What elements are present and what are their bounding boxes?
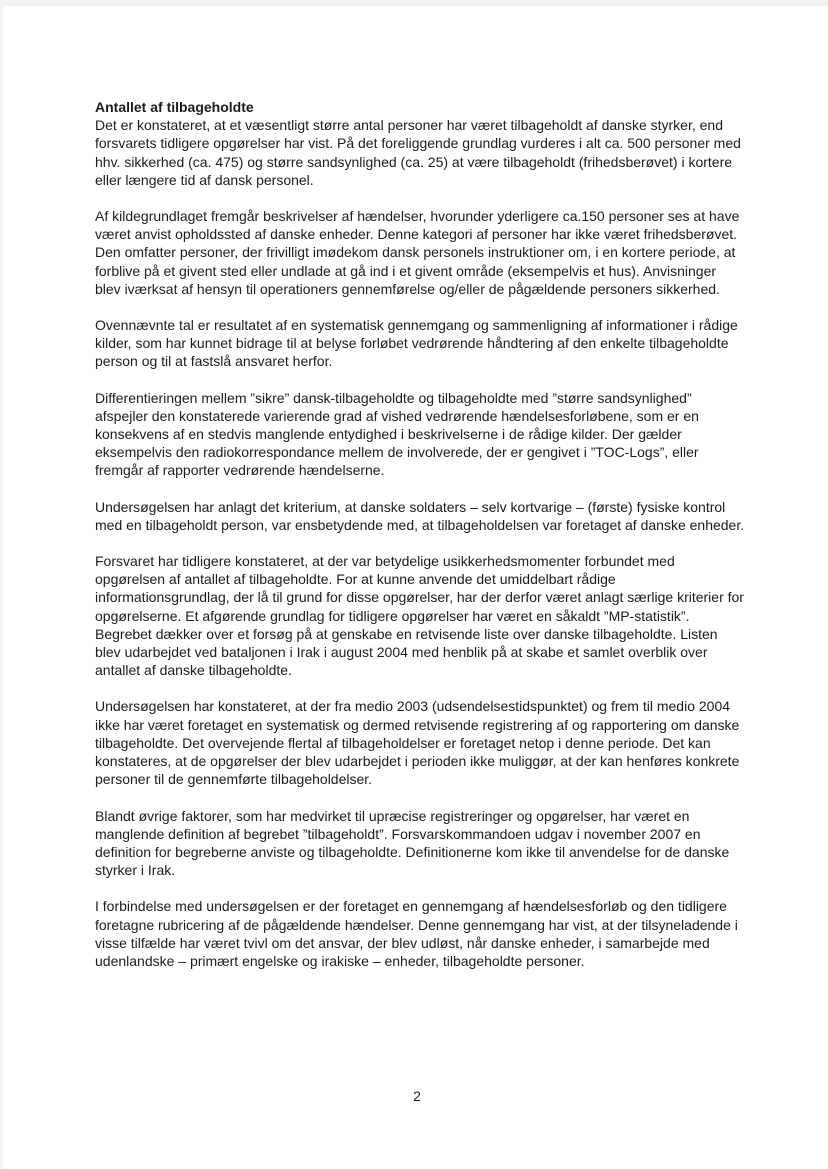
- paragraph-5: Undersøgelsen har anlagt det kriterium, at danske soldaters – selv kortvarige – (første) fysiske kontrol med en tilbageholdt person, var ensbetydende med, at tilbageholdelsen var foretaget af danske enheder.: [95, 498, 745, 533]
- page-number: 2: [413, 1088, 421, 1104]
- section-heading: Antallet af tilbageholdte: [95, 99, 254, 115]
- paragraph-8: Blandt øvrige faktorer, som har medvirket til upræcise registreringer og opgørelser, har været en manglende definition af begrebet ”tilbageholdt”. Forsvarskommandoen udgav i november 2007 en definition for begreberne anviste og tilbageholdte. Definitionerne kom ikke til anvendelse for de danske styrker i Irak.: [95, 807, 730, 879]
- paragraph-9: I forbindelse med undersøgelsen er der foretaget en gennemgang af hændelsesforløb og den tidligere foretagne rubricering af de pågældende hændelser. Denne gennemgang har vist, at der tilsyneladende i visse tilfælde har været tvivl om det ansvar, der blev udløst, når danske enheder, i samarbejde med udenlandske – primært engelske og irakiske – enheder, tilbageholdte personer.: [95, 898, 738, 969]
- paragraph-4: Differentieringen mellem ”sikre” dansk-tilbageholdte og tilbageholdte med ”større sandsynlighed” afspejler den konstaterede varierende grad af vished vedrørende hændelsesforløbene, som er en konsekvens af en stedvis manglende entydighed i beskrivelserne i de rådige kilder. Der gælder eksempelvis den radiokorrespondance mellem de involverede, der er gengivet i ”TOC-Logs”, eller fremgår af rapporter vedrørende hændelserne.: [95, 389, 699, 479]
- paragraph-7: Undersøgelsen har konstateret, at der fra medio 2003 (udsendelsestidspunktet) og frem til medio 2004 ikke har været foretaget en systematisk og dermed retvisende registrering af og rapportering om danske tilbageholdte. Det overvejende flertal af tilbageholdelser er foretaget netop i denne periode. Det kan konstateres, at de opgørelser der blev udarbejdet i perioden ikke muliggør, at der kan henføres konkrete personer til de gennemførte tilbageholdelser.: [95, 698, 740, 788]
- paragraph-1: [95, 98, 745, 189]
- document-body: [95, 98, 745, 988]
- paragraph-6: Forsvaret har tidligere konstateret, at der var betydelige usikkerhedsmomenter forbundet med opgørelsen af antallet af tilbageholdte. For at kunne anvende det umiddelbart rådige informationsgrundlag, der lå til grund for disse opgørelser, har der derfor været anlagt særlige kriterier for opgørelserne. Et afgørende grundlag for tidligere opgørelser har været en såkaldt ”MP-statistik”. Begrebet dækker over et forsøg på at genskabe en retvisende liste over danske tilbageholdte. Listen blev udarbejdet ved bataljonen i Irak i august 2004 med henblik på at skabe et samlet overblik over antallet af danske tilbageholdte.: [95, 553, 744, 679]
- paragraph-3: Ovennævnte tal er resultatet af en systematisk gennemgang og sammenligning af informationer i rådige kilder, som har kunnet bidrage til at belyse forløbet vedrørende håndtering af den enkelte tilbageholdte person og til at fastslå ansvaret herfor.: [95, 317, 738, 370]
- paragraph-1-text: Det er konstateret, at et væsentligt større antal personer har været tilbageholdt af danske styrker, end forsvarets tidligere opgørelser har vist. På det foreliggende grundlag vurderes i alt ca. 500 personer med hhv. sikkerhed (ca. 475) og større sandsynlighed (ca. 25) at være tilbageholdt (frihedsberøvet) i kortere eller længere tid af dansk personel.: [95, 117, 741, 188]
- paragraph-2: Af kildegrundlaget fremgår beskrivelser af hændelser, hvorunder yderligere ca.150 personer ses at have været anvist opholdssted af danske enheder. Denne kategori af personer har ikke været frihedsberøvet. Den omfatter personer, der frivilligt imødekom dansk personels instruktioner om, i en kortere periode, at forblive på et givent sted eller undlade at gå ind i et givent område (eksempelvis et hus). Anvisninger blev iværksat af hensyn til operationers gennemførelse og/eller de pågældende personers sikkerhed.: [95, 208, 740, 297]
